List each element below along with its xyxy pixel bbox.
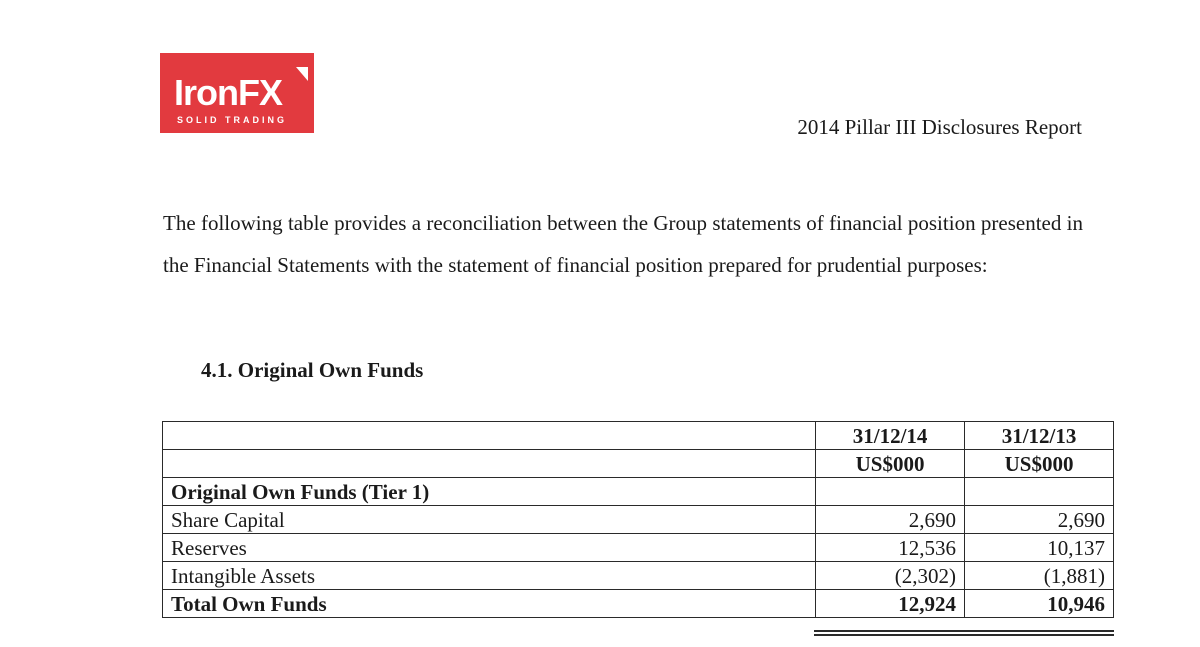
table-group-row (163, 478, 1114, 506)
section-heading: 4.1. Original Own Funds (201, 358, 424, 382)
row-value-2013: (1,881) (965, 562, 1114, 590)
column-unit-2013: US$000 (965, 450, 1114, 478)
table-row (163, 534, 1114, 562)
group-label: Original Own Funds (Tier 1) (163, 478, 816, 506)
ironfx-logo (160, 53, 314, 133)
table-total-row (163, 590, 1114, 618)
row-value-2013: 10,137 (965, 534, 1114, 562)
table-unit-row (163, 450, 1114, 478)
row-value-2014: 2,690 (816, 506, 965, 534)
logo-tagline: SOLID TRADING (177, 115, 287, 125)
logo-corner-mark-icon (296, 67, 308, 81)
total-value-2014: 12,924 (816, 590, 965, 618)
unit-empty-cell (163, 450, 816, 478)
column-date-2013: 31/12/13 (965, 422, 1114, 450)
row-label: Intangible Assets (163, 562, 816, 590)
row-value-2013: 2,690 (965, 506, 1114, 534)
table-header-row (163, 422, 1114, 450)
total-value-2013: 10,946 (965, 590, 1114, 618)
column-date-2014: 31/12/14 (816, 422, 965, 450)
row-value-2014: (2,302) (816, 562, 965, 590)
group-empty-cell (816, 478, 965, 506)
own-funds-table (162, 421, 1114, 618)
row-value-2014: 12,536 (816, 534, 965, 562)
total-double-underline (814, 634, 1114, 636)
group-empty-cell (965, 478, 1114, 506)
header-empty-cell (163, 422, 816, 450)
logo-wordmark: IronFX (174, 72, 282, 113)
total-label: Total Own Funds (163, 590, 816, 618)
intro-paragraph: The following table provides a reconciliation between the Group statements of financial position presented in the Financial Statements with the statement of financial position prepared for prudential purposes: (163, 211, 1083, 277)
column-unit-2014: US$000 (816, 450, 965, 478)
table-row (163, 562, 1114, 590)
table-row (163, 506, 1114, 534)
row-label: Share Capital (163, 506, 816, 534)
row-label: Reserves (163, 534, 816, 562)
total-double-underline (814, 630, 1114, 632)
report-title: 2014 Pillar III Disclosures Report (797, 115, 1082, 139)
